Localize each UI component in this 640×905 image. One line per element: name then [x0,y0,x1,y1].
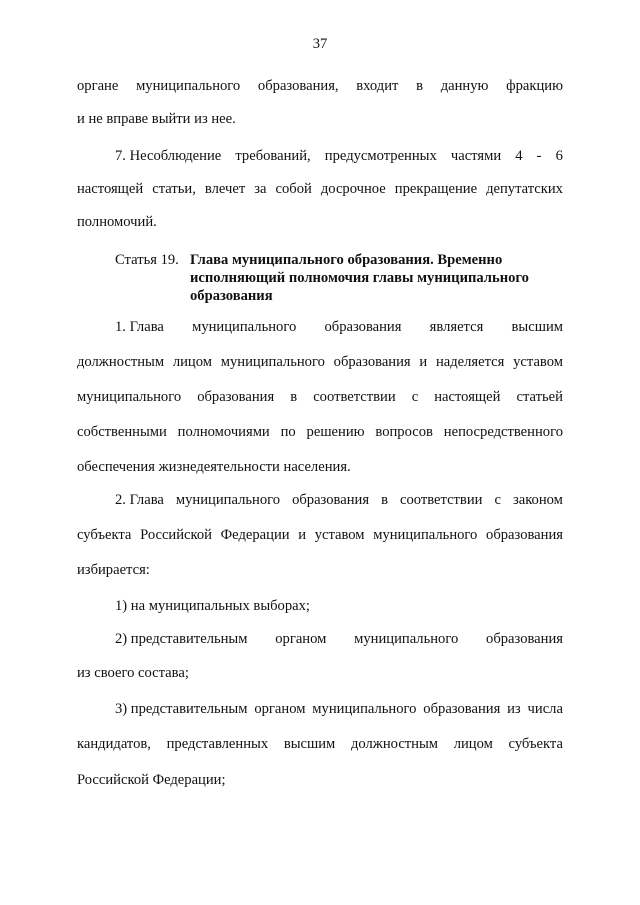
word: 2) представительным [115,631,248,647]
article-title-line: исполняющий полномочия главы муниципального [190,270,529,286]
word: 4 [515,148,523,164]
word: муниципального [373,527,478,543]
text-line [77,423,563,441]
word: - [536,148,542,164]
article-label: Статья 19. [115,252,179,268]
text-line [115,147,563,165]
word: 2. Глава [115,492,164,508]
word: в [381,492,388,508]
word: муниципального [354,631,459,647]
word: и [298,527,307,543]
word: с [494,492,501,508]
word: Федерации [220,527,290,543]
word: субъекта [77,527,132,543]
word: статьей [516,389,563,405]
word: образования [486,631,563,647]
word: высшим [283,736,336,752]
word: влечет [204,181,246,197]
word: данную [440,78,489,94]
list-item [115,630,563,648]
word: органом [275,631,327,647]
word: 6 [555,148,563,164]
word: соответствии [399,492,483,508]
article-title-line: Глава муниципального образования. Временно [190,252,503,268]
word: собой [275,181,312,197]
word: в [290,389,298,405]
word: муниципального [220,354,325,370]
page-number: 37 [312,36,328,52]
text-line [77,526,563,544]
word: уставом [513,354,563,370]
word: должностным [350,736,439,752]
word: образования [486,527,563,543]
text-line [77,180,563,198]
word: настоящей [434,389,501,405]
word: за [254,181,267,197]
word: 7. Несоблюдение [115,148,222,164]
word: образования, [257,78,339,94]
word: муниципального [136,78,241,94]
word: представленных [166,736,269,752]
word: 1. Глава [115,319,164,335]
word: наделяется [435,354,505,370]
article-title-line: образования [190,288,273,304]
word: входит [356,78,399,94]
word: и [419,354,428,370]
text-line [115,318,563,336]
word: предусмотренных [324,148,437,164]
word: органе [77,78,119,94]
list-item: 1) на муниципальных выборах; [115,598,310,614]
word: муниципального [175,492,281,508]
word: соответствии [313,389,396,405]
word: законом [512,492,563,508]
word: в [416,78,423,94]
word: фракцию [506,78,563,94]
word: частями [450,148,502,164]
word: образования [324,319,402,335]
text-line [77,735,563,753]
text-line: избирается: [77,562,150,578]
word: настоящей [77,181,144,197]
word: лицом [172,354,212,370]
word: должностным [77,354,165,370]
word: прекращение [394,181,478,197]
list-item [115,700,563,718]
text-line: Российской Федерации; [77,772,226,788]
word: является [429,319,484,335]
word: по [280,424,296,440]
word: Российской [140,527,212,543]
text-line [77,388,563,406]
word: непосредственного [443,424,563,440]
word: с [411,389,419,405]
word: полномочиями [177,424,270,440]
word: муниципального [312,701,417,717]
word: образования [197,389,275,405]
text-line: обеспечения жизнедеятельности населения. [77,459,351,475]
word: образования [292,492,370,508]
word: статьи, [152,181,196,197]
word: органом [254,701,306,717]
word: вопросов [375,424,433,440]
text-line: из своего состава; [77,665,189,681]
word: высшим [511,319,563,335]
word: из [507,701,521,717]
text-line: и не вправе выйти из нее. [77,111,236,127]
word: образования [423,701,501,717]
word: муниципального [192,319,297,335]
word: кандидатов, [77,736,151,752]
word: образования [333,354,411,370]
word: 3) представительным [115,701,248,717]
word: решению [306,424,365,440]
word: числа [527,701,563,717]
word: лицом [453,736,493,752]
article-title [190,251,570,305]
text-line [77,77,563,95]
word: депутатских [486,181,563,197]
text-line [77,353,563,371]
word: уставом [314,527,365,543]
word: собственными [77,424,167,440]
word: требований, [235,148,311,164]
text-line [115,491,563,509]
word: субъекта [508,736,563,752]
word: муниципального [77,389,182,405]
word: досрочное [320,181,386,197]
text-line: полномочий. [77,214,157,230]
